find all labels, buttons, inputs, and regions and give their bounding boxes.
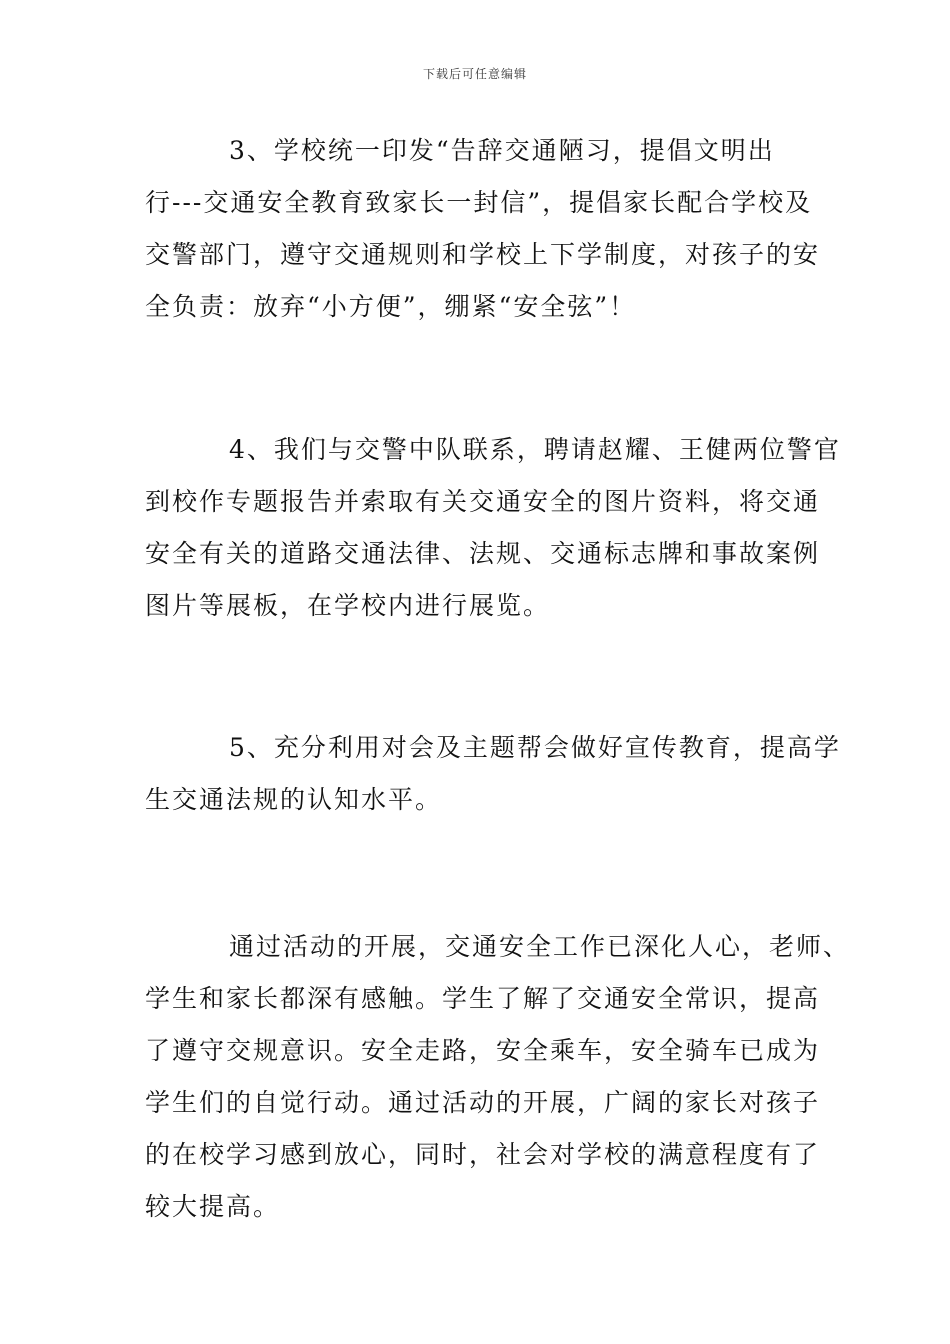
paragraph-item-4 bbox=[145, 424, 841, 632]
paragraph-line bbox=[145, 921, 851, 973]
paragraph-line: 生交通法规的认知水平。 bbox=[145, 785, 443, 814]
paragraph-line bbox=[145, 722, 841, 774]
paragraph-line: 行---交通安全教育致家长一封信”，提倡家长配合学校及 bbox=[145, 188, 813, 217]
paragraph-line: 学生和家长都深有感触。学生了解了交通安全常识，提高 bbox=[145, 984, 821, 1013]
paragraph-line: 了遵守交规意识。安全走路，安全乘车，安全骑车已成为 bbox=[145, 1036, 821, 1065]
paragraph-line: 较大提高。 bbox=[145, 1192, 281, 1221]
paragraph-line: 交警部门，遵守交通规则和学校上下学制度，对孩子的安 bbox=[145, 240, 821, 269]
line-text: 3、学校统一印发“告辞交通陋习，提倡文明出 bbox=[229, 136, 775, 165]
paragraph-line: 的在校学习感到放心，同时，社会对学校的满意程度有了 bbox=[145, 1140, 821, 1169]
paragraph-line bbox=[145, 424, 841, 476]
line-text: 4、我们与交警中队联系，聘请赵耀、王健两位警官 bbox=[229, 435, 841, 464]
line-text: 通过活动的开展，交通安全工作已深化人心，老师、 bbox=[229, 932, 851, 961]
paragraph-item-5 bbox=[145, 722, 841, 826]
paragraph-line: 全负责：放弃“小方便”，绷紧“安全弦”！ bbox=[145, 292, 637, 321]
paragraph-item-3 bbox=[145, 125, 825, 333]
paragraph-line: 到校作专题报告并索取有关交通安全的图片资料，将交通 bbox=[145, 487, 821, 516]
paragraph-line: 学生们的自觉行动。通过活动的开展，广阔的家长对孩子 bbox=[145, 1088, 821, 1117]
line-text: 5、充分利用对会及主题帮会做好宣传教育，提高学 bbox=[229, 733, 841, 762]
paragraph-line bbox=[145, 125, 825, 177]
paragraph-line: 安全有关的道路交通法律、法规、交通标志牌和事故案例 bbox=[145, 539, 821, 568]
paragraph-line: 图片等展板，在学校内进行展览。 bbox=[145, 591, 551, 620]
header-note: 下载后可任意编辑 bbox=[422, 67, 527, 81]
paragraph-conclusion bbox=[145, 921, 851, 1233]
